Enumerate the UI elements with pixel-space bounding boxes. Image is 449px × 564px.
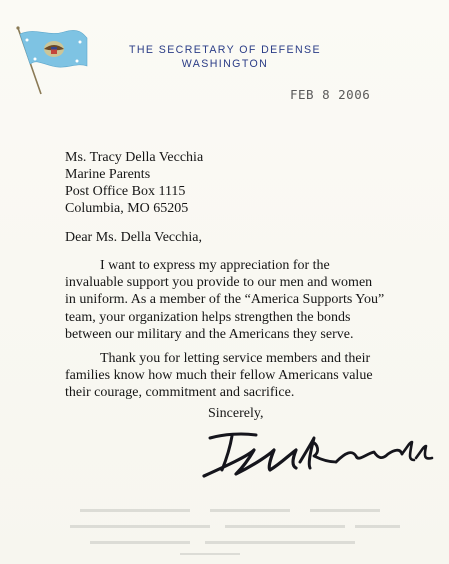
letterhead-title: THE SECRETARY OF DEFENSE	[129, 44, 321, 56]
body-paragraph-1: I want to express my appreciation for the invaluable support you provide to our men and women in uniform. As a member of the “America Supports You” team, your organization helps strengthen the bonds between our military and the Americans they serve.	[65, 258, 385, 342]
dod-flag-icon	[14, 26, 92, 96]
letterhead-city: WASHINGTON	[181, 58, 269, 70]
closing: Sincerely,	[208, 406, 264, 421]
salutation: Dear Ms. Della Vecchia,	[65, 230, 202, 245]
body-paragraph-2: Thank you for letting service members and their families know how much their fellow Americans value their courage, commitment and sacrifice.	[65, 351, 373, 401]
letterhead	[120, 43, 330, 71]
date-stamp: FEB 8 2006	[290, 87, 371, 102]
recipient-address-line: Post Office Box 1115	[65, 184, 186, 199]
recipient-organization: Marine Parents	[65, 167, 151, 182]
recipient-city: Columbia, MO 65205	[65, 201, 189, 216]
recipient-name: Ms. Tracy Della Vecchia	[65, 150, 204, 165]
bleed-through-marks	[60, 505, 420, 560]
recipient-address	[65, 149, 203, 217]
signature-image	[196, 424, 444, 484]
